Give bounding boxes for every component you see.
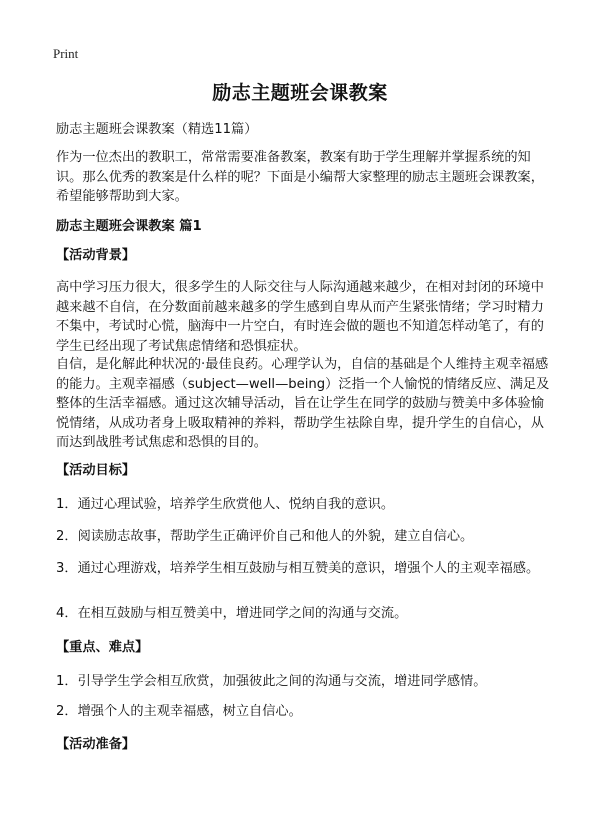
article-heading: 励志主题班会课教案 篇1 (56, 219, 202, 234)
list-item: 1．通过心理试验，培养学生欣赏他人、悦纳自我的意识。 (56, 497, 395, 512)
goals-list (56, 495, 556, 636)
background-paragraph: 自信，是化解此种状况的·最佳良药。心理学认为，自信的基础是个人维持主观幸福感的能力。主观幸福感（subject—well—being）泛指一个人愉悦的情绪反应、满足及整体的生活幸福感。通过这次辅导活动，旨在让学生在同学的鼓励与赞美中多体验愉悦情绪，从成功者身上吸取精神的养料，帮助学生祛除自卑，提升学生的自信心，从而达到战胜考试焦虑和恐惧的目的。 (56, 357, 550, 450)
section-heading-goals: 【活动目标】 (56, 463, 136, 478)
list-item: 2．增强个人的主观幸福感，树立自信心。 (56, 704, 302, 719)
list-item: 1．引导学生学会相互欣赏，加强彼此之间的沟通与交流，增进同学感情。 (56, 674, 487, 689)
list-item: 4．在相互鼓励与相互赞美中，增进同学之间的沟通与交流。 (56, 606, 408, 621)
background-paragraph: 高中学习压力很大，很多学生的人际交往与人际沟通越来越少，在相对封闭的环境中越来越不自信，在分数面前越来越多的学生感到自卑从而产生紧张情绪；学习时精力不集中，考试时心慌，脑海中一片空白，有时连会做的题也不知道怎样动笔了，有的学生已经出现了考试焦虑情绪和恐惧症状。 (56, 280, 544, 354)
key-points-list (56, 672, 556, 732)
list-item: 3．通过心理游戏，培养学生相互鼓励与相互赞美的意识，增强个人的主观幸福感。 (56, 561, 540, 576)
intro-paragraph: 作为一位杰出的教职工，常常需要准备教案，教案有助于学生理解并掌握系统的知识。那么优秀的教案是什么样的呢？下面是小编帮大家整理的励志主题班会课教案，希望能够帮助到大家。 (56, 150, 544, 204)
subtitle: 励志主题班会课教案（精选11篇） (56, 122, 258, 137)
page-title: 励志主题班会课教案 (212, 82, 388, 104)
section-heading-key-points: 【重点、难点】 (56, 640, 149, 655)
section-heading-background: 【活动背景】 (56, 248, 136, 263)
list-item: 2．阅读励志故事，帮助学生正确评价自己和他人的外貌，建立自信心。 (56, 529, 474, 544)
print-link[interactable]: Print (53, 46, 79, 61)
section-heading-preparation: 【活动准备】 (56, 737, 136, 752)
